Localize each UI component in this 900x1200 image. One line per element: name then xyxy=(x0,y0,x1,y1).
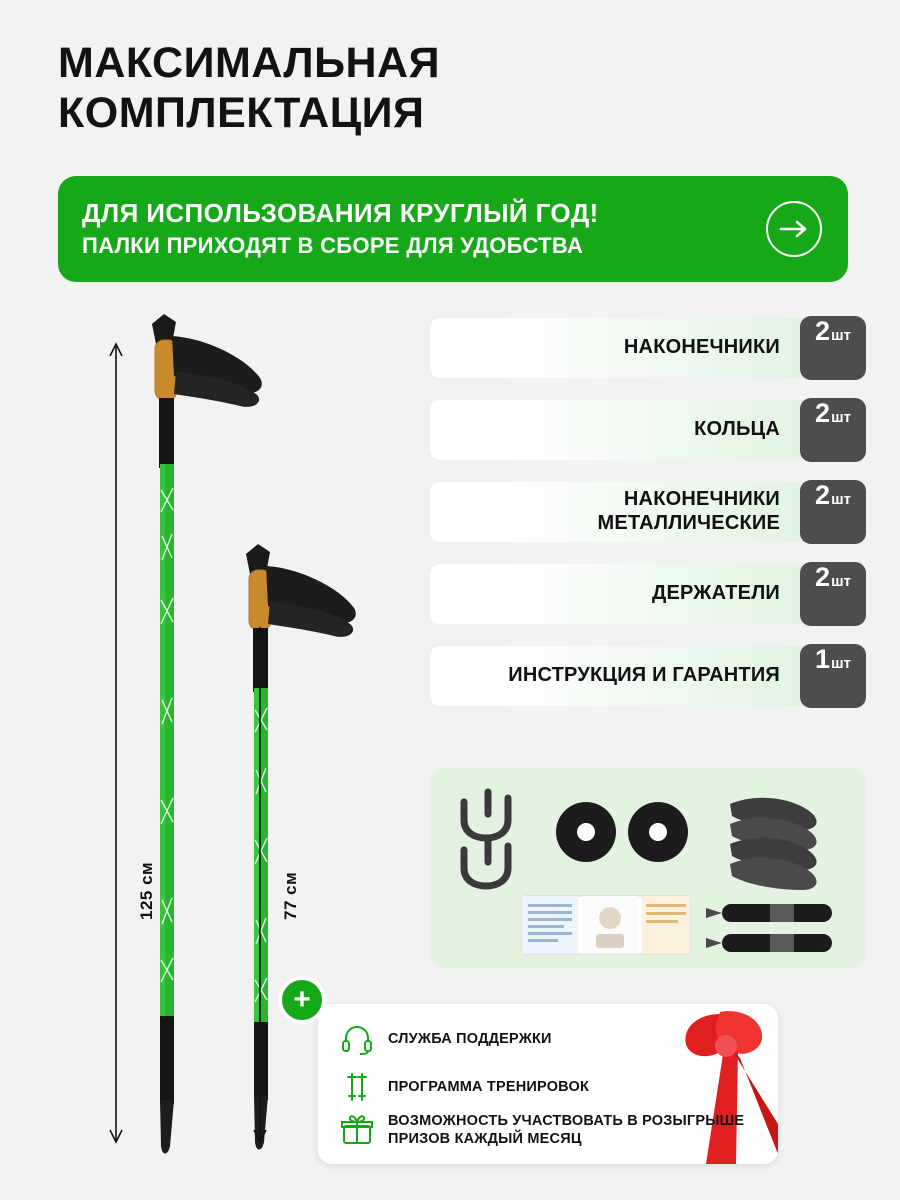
feature-row-rings xyxy=(430,400,866,460)
poles-training-icon xyxy=(340,1070,374,1104)
feature-label: ДЕРЖАТЕЛИ xyxy=(652,582,780,605)
banner-text-block xyxy=(82,197,766,260)
feature-row-manual xyxy=(430,646,866,706)
pole-long xyxy=(152,314,262,1154)
status-badge xyxy=(800,398,866,462)
bonus-item-label: ВОЗМОЖНОСТЬ УЧАСТВОВАТЬ В РОЗЫГРЫШЕ ПРИЗОВ КАЖДЫЙ МЕСЯЦ xyxy=(388,1113,745,1148)
bonus-item-training xyxy=(340,1070,589,1104)
rubber-tip-icon xyxy=(730,798,817,890)
qty-unit: шт xyxy=(831,573,851,590)
headset-support-icon xyxy=(340,1022,374,1056)
metal-tip-icon xyxy=(706,904,832,952)
qty-unit: шт xyxy=(831,327,851,344)
qty-number: 2 xyxy=(815,480,831,510)
qty-number: 2 xyxy=(815,562,831,592)
dimension-arrow-125 xyxy=(110,344,122,1142)
qty-unit: шт xyxy=(831,491,851,508)
holder-icon xyxy=(464,792,508,886)
status-badge xyxy=(800,562,866,626)
feature-row-holders xyxy=(430,564,866,624)
qty-unit: шт xyxy=(831,655,851,672)
dimension-label-min: 77 см xyxy=(281,871,300,920)
accessories-panel xyxy=(430,768,866,968)
bonus-item-label: СЛУЖБА ПОДДЕРЖКИ xyxy=(388,1030,552,1047)
feature-row-metal-tips xyxy=(430,482,866,542)
arrow-right-icon[interactable] xyxy=(766,201,822,257)
year-round-banner xyxy=(58,176,848,282)
qty-number: 2 xyxy=(815,316,831,346)
feature-label: КОЛЬЦА xyxy=(694,418,780,441)
ring-icon xyxy=(556,802,688,862)
feature-label: НАКОНЕЧНИКИ МЕТАЛЛИЧЕСКИЕ xyxy=(597,488,780,534)
dimension-label-max: 125 см xyxy=(137,861,156,920)
gift-icon xyxy=(340,1113,374,1147)
qty-number: 1 xyxy=(815,644,831,674)
banner-headline: ДЛЯ ИСПОЛЬЗОВАНИЯ КРУГЛЫЙ ГОД! xyxy=(82,198,599,229)
feature-label: НАКОНЕЧНИКИ xyxy=(623,336,780,359)
bonus-item-giveaway xyxy=(340,1112,778,1148)
feature-label: ИНСТРУКЦИЯ И ГАРАНТИЯ xyxy=(508,664,780,687)
status-badge xyxy=(800,316,866,380)
feature-row-tips xyxy=(430,318,866,378)
feature-list xyxy=(430,318,866,728)
instruction-booklet xyxy=(522,896,690,954)
qty-number: 2 xyxy=(815,398,831,428)
qty-unit: шт xyxy=(831,409,851,426)
status-badge xyxy=(800,644,866,708)
bonus-item-label: ПРОГРАММА ТРЕНИРОВОК xyxy=(388,1078,590,1095)
banner-subline: ПАЛКИ ПРИХОДЯТ В СБОРЕ ДЛЯ УДОБСТВА xyxy=(82,232,584,258)
plus-badge: + xyxy=(278,976,326,1024)
status-badge xyxy=(800,480,866,544)
bonus-item-support xyxy=(340,1022,552,1056)
bonus-card xyxy=(318,1004,778,1164)
page-title: МАКСИМАЛЬНАЯ КОМПЛЕКТАЦИЯ xyxy=(58,39,440,138)
